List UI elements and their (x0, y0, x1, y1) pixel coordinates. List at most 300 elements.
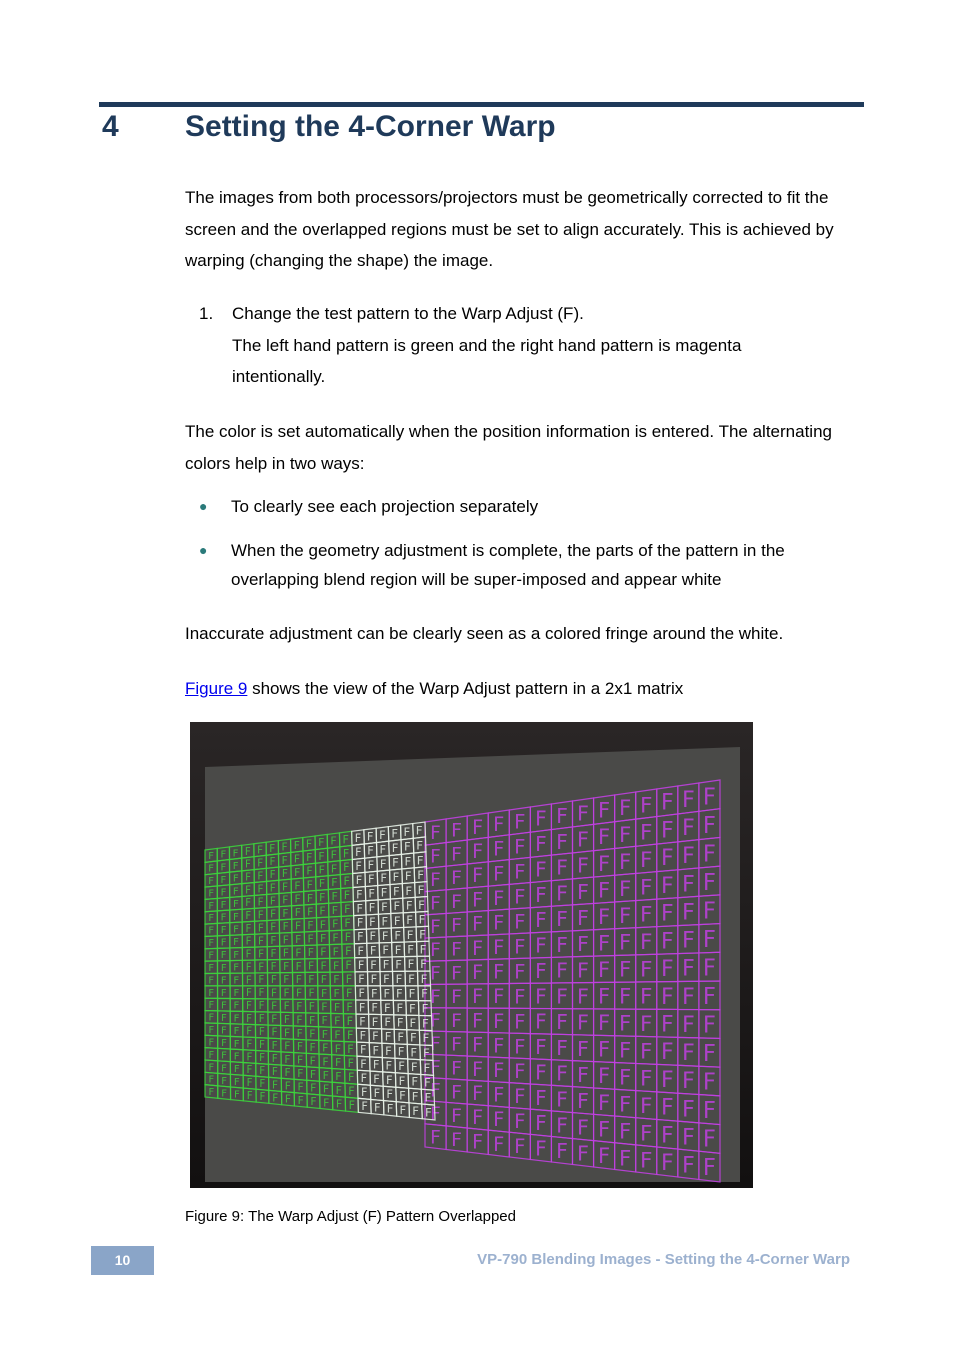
grid-glyph: F (319, 904, 326, 918)
grid-glyph: F (619, 1038, 632, 1064)
grid-glyph: F (356, 916, 364, 930)
grid-glyph: F (369, 943, 377, 958)
grid-glyph: F (660, 957, 674, 983)
grid-glyph: F (411, 1089, 419, 1104)
grid-glyph: F (577, 958, 590, 983)
grid-glyph: F (258, 1026, 265, 1039)
grid-glyph: F (619, 849, 632, 875)
grid-glyph: F (383, 986, 391, 1001)
step-text (232, 298, 832, 393)
grid-glyph: F (619, 1092, 632, 1118)
step-line-1: Change the test pattern to the Warp Adjust (F). (232, 304, 584, 323)
grid-glyph: F (232, 848, 239, 860)
grid-glyph: F (333, 986, 340, 1000)
grid-glyph: F (245, 885, 252, 897)
grid-glyph: F (598, 1063, 611, 1089)
grid-glyph: F (322, 1082, 330, 1096)
grid-glyph: F (535, 806, 547, 831)
grid-glyph: F (493, 1083, 505, 1107)
grid-glyph: F (702, 1012, 716, 1039)
inaccurate-note-paragraph: Inaccurate adjustment can be clearly seen as a colored fringe around the white. (185, 624, 784, 643)
grid-glyph: F (270, 934, 277, 947)
grid-glyph: F (271, 1026, 278, 1039)
figure-9-link[interactable]: Figure 9 (185, 679, 248, 698)
grid-glyph: F (220, 950, 227, 962)
grid-glyph: F (245, 911, 252, 923)
grid-glyph: F (330, 848, 337, 862)
grid-glyph: F (347, 1042, 354, 1056)
intro-paragraph: The images from both processors/projectors must be geometrically corrected to fit the screen and the overlapped regions must be set to align accurately. This is achieved by warping (changing the shape) the image. (185, 188, 834, 270)
grid-glyph: F (282, 881, 289, 894)
grid-glyph: F (346, 1001, 353, 1015)
grid-glyph: F (451, 890, 463, 913)
grid-glyph: F (271, 1013, 278, 1026)
grid-glyph: F (681, 955, 695, 982)
grid-glyph: F (233, 1000, 240, 1012)
grid-glyph: F (245, 923, 252, 935)
grid-glyph: F (493, 936, 505, 960)
grid-glyph: F (358, 987, 365, 1001)
grid-glyph: F (418, 912, 426, 927)
grid-glyph: F (514, 860, 526, 884)
step-number: 1. (199, 304, 214, 323)
grid-glyph: F (295, 973, 302, 987)
grid-glyph: F (368, 886, 375, 901)
grid-glyph: F (577, 1089, 590, 1114)
grid-glyph: F (556, 1010, 568, 1035)
grid-glyph: F (245, 949, 252, 961)
grid-glyph: F (681, 786, 695, 813)
grid-glyph: F (577, 827, 590, 852)
grid-glyph: F (472, 1033, 484, 1057)
grid-glyph: F (334, 1014, 341, 1028)
grid-glyph: F (355, 860, 362, 874)
grid-glyph: F (409, 1030, 417, 1045)
grid-glyph: F (660, 1123, 674, 1149)
grid-glyph: F (342, 833, 349, 847)
grid-glyph: F (556, 1139, 568, 1164)
grid-glyph: F (451, 843, 463, 866)
grid-glyph: F (257, 909, 264, 922)
grid-glyph: F (258, 974, 265, 987)
grid-glyph: F (307, 905, 314, 919)
grid-glyph: F (233, 1064, 240, 1076)
grid-glyph: F (396, 1001, 404, 1016)
chapter-title: Setting the 4-Corner Warp (185, 110, 556, 143)
grid-glyph: F (660, 873, 674, 899)
grid-glyph: F (451, 1057, 463, 1080)
grid-glyph: F (269, 842, 276, 855)
grid-glyph: F (577, 853, 590, 878)
grid-glyph: F (208, 950, 215, 962)
grid-glyph: F (416, 853, 424, 868)
grid-glyph: F (535, 857, 547, 882)
grid-glyph: F (493, 985, 505, 1009)
grid-glyph: F (295, 932, 302, 946)
grid-glyph: F (430, 1127, 441, 1149)
grid-glyph: F (399, 1088, 406, 1103)
grid-glyph: F (306, 851, 313, 865)
grid-glyph: F (258, 1000, 265, 1013)
grid-glyph: F (306, 891, 314, 905)
grid-glyph: F (681, 927, 695, 954)
grid-glyph: F (334, 1056, 342, 1070)
grid-glyph: F (234, 1089, 240, 1101)
grid-glyph: F (577, 801, 590, 826)
chapter-number: 4 (102, 110, 119, 143)
grid-glyph: F (310, 1081, 317, 1095)
grid-glyph: F (681, 843, 695, 870)
grid-glyph: F (681, 1068, 695, 1095)
grid-glyph: F (233, 1026, 240, 1038)
grid-glyph: F (369, 929, 377, 944)
grid-glyph: F (293, 852, 301, 866)
grid-glyph: F (308, 1013, 316, 1027)
grid-glyph: F (233, 1013, 240, 1025)
grid-glyph: F (208, 1074, 215, 1086)
grid-glyph: F (294, 906, 301, 920)
grid-glyph: F (535, 1136, 547, 1161)
grid-glyph: F (598, 983, 611, 1009)
grid-glyph: F (369, 914, 376, 929)
grid-glyph: F (451, 1009, 463, 1032)
grid-glyph: F (306, 864, 313, 878)
grid-glyph: F (208, 1049, 215, 1061)
grid-glyph: F (244, 846, 251, 858)
grid-glyph: F (702, 926, 716, 953)
grid-glyph: F (284, 1093, 292, 1106)
grid-glyph: F (556, 829, 568, 854)
grid-glyph: F (391, 826, 398, 841)
grid-glyph: F (360, 1086, 368, 1100)
grid-glyph: F (257, 922, 264, 935)
grid-glyph: F (305, 837, 313, 851)
grid-glyph: F (406, 927, 414, 942)
grid-glyph: F (208, 987, 215, 999)
grid-glyph: F (577, 1141, 590, 1166)
grid-glyph: F (282, 934, 289, 947)
grid-glyph: F (295, 946, 302, 960)
grid-glyph: F (379, 856, 387, 871)
grid-glyph: F (368, 872, 375, 887)
grid-glyph: F (331, 903, 339, 917)
grid-glyph: F (493, 960, 505, 984)
grid-glyph: F (535, 1111, 547, 1136)
grid-glyph: F (270, 961, 277, 974)
warp-pattern-illustration (190, 722, 753, 1188)
grid-glyph: F (598, 797, 611, 823)
grid-glyph: F (472, 864, 484, 888)
bullet-text: When the geometry adjustment is complete, the parts of the pattern in the overlapping blend region will be super-imposed and appear white (231, 541, 785, 589)
grid-glyph: F (220, 937, 227, 949)
grid-glyph: F (556, 1061, 568, 1086)
grid-glyph: F (208, 925, 215, 937)
grid-glyph: F (359, 1015, 366, 1029)
grid-glyph: F (358, 1001, 366, 1015)
grid-glyph: F (308, 1000, 315, 1014)
grid-glyph: F (535, 958, 547, 983)
grid-glyph: F (232, 899, 239, 911)
grid-glyph: F (422, 1031, 430, 1046)
grid-glyph: F (334, 1042, 342, 1056)
step-line-2: The left hand pattern is green and the right hand pattern is magenta intentionally. (232, 335, 742, 386)
grid-glyph: F (472, 912, 484, 936)
grid-glyph: F (371, 1000, 378, 1015)
grid-glyph: F (702, 841, 716, 868)
grid-glyph: F (322, 1041, 329, 1055)
grid-glyph: F (384, 1029, 392, 1044)
grid-glyph: F (246, 1000, 252, 1012)
grid-glyph: F (619, 1146, 632, 1172)
grid-glyph: F (598, 957, 611, 983)
grid-glyph: F (294, 919, 302, 933)
grid-glyph: F (220, 962, 227, 974)
grid-glyph: F (335, 1097, 343, 1111)
grid-glyph: F (405, 898, 413, 913)
grid-glyph: F (321, 986, 328, 1000)
grid-glyph: F (373, 1086, 381, 1101)
grid-glyph: F (245, 962, 252, 974)
grid-glyph: F (220, 899, 227, 911)
grid-glyph: F (360, 1057, 367, 1071)
grid-glyph: F (514, 985, 526, 1009)
page-number: 10 (114, 1252, 131, 1268)
grid-glyph: F (258, 961, 265, 974)
grid-glyph: F (232, 873, 239, 885)
grid-glyph: F (514, 910, 526, 934)
grid-glyph: F (322, 1068, 329, 1082)
grid-glyph: F (472, 1081, 484, 1105)
grid-glyph: F (281, 868, 288, 881)
grid-glyph: F (423, 1046, 430, 1061)
grid-glyph: F (208, 1025, 215, 1037)
grid-glyph: F (514, 1060, 526, 1084)
grid-glyph: F (514, 1035, 526, 1059)
grid-glyph: F (577, 879, 590, 904)
grid-glyph: F (408, 986, 416, 1001)
grid-glyph: F (296, 1026, 303, 1040)
grid-glyph: F (393, 899, 401, 914)
grid-glyph: F (385, 1044, 392, 1059)
grid-glyph: F (660, 818, 674, 844)
grid-glyph: F (318, 849, 325, 863)
grid-glyph: F (208, 913, 215, 925)
grid-glyph: F (418, 897, 425, 912)
grid-glyph: F (407, 957, 415, 972)
grid-glyph: F (309, 1027, 316, 1041)
grid-glyph: F (294, 865, 301, 879)
grid-glyph: F (246, 1052, 253, 1064)
grid-glyph: F (384, 1015, 391, 1030)
grid-glyph: F (283, 1000, 290, 1013)
grid-glyph: F (404, 869, 412, 884)
grid-glyph: F (421, 986, 428, 1001)
grid-glyph: F (208, 851, 214, 863)
grid-glyph: F (430, 1057, 441, 1079)
grid-glyph: F (344, 931, 352, 945)
grid-glyph: F (333, 973, 340, 987)
grid-glyph: F (420, 957, 427, 972)
grid-glyph: F (430, 1080, 441, 1102)
grid-glyph: F (660, 1067, 674, 1093)
grid-glyph: F (422, 1016, 429, 1031)
grid-glyph: F (331, 876, 338, 890)
grid-glyph: F (323, 1096, 330, 1110)
grid-glyph: F (346, 1015, 354, 1029)
grid-glyph: F (472, 960, 484, 984)
grid-glyph: F (357, 944, 364, 958)
grid-glyph: F (257, 896, 264, 909)
grid-glyph: F (233, 1051, 240, 1063)
grid-glyph: F (370, 972, 378, 987)
grid-glyph: F (296, 1013, 303, 1027)
grid-glyph: F (407, 942, 414, 957)
grid-glyph: F (233, 937, 239, 949)
grid-glyph: F (345, 973, 353, 987)
grid-glyph: F (320, 973, 328, 987)
grid-glyph: F (344, 903, 351, 917)
grid-glyph: F (379, 842, 387, 857)
grid-glyph: F (259, 1091, 266, 1104)
grid-glyph: F (269, 895, 276, 908)
grid-glyph: F (332, 917, 339, 931)
grid-glyph: F (660, 790, 674, 816)
grid-glyph: F (556, 984, 568, 1009)
grid-glyph: F (221, 1025, 227, 1037)
grid-glyph: F (309, 1068, 317, 1082)
grid-glyph: F (385, 1058, 393, 1073)
grid-glyph: F (308, 959, 315, 973)
grid-glyph: F (321, 1000, 328, 1014)
grid-glyph: F (245, 975, 252, 987)
grid-glyph: F (272, 1079, 279, 1092)
grid-glyph: F (372, 1029, 379, 1044)
grid-glyph: F (391, 841, 399, 856)
grid-glyph: F (423, 1060, 431, 1075)
grid-glyph: F (598, 850, 611, 876)
grid-glyph: F (577, 906, 590, 931)
grid-glyph: F (220, 912, 227, 924)
grid-glyph: F (372, 1057, 380, 1072)
grid-glyph: F (270, 974, 277, 987)
grid-glyph: F (681, 1040, 695, 1067)
grid-glyph: F (535, 1009, 547, 1034)
grid-glyph: F (392, 855, 399, 870)
grid-glyph: F (395, 971, 403, 986)
grid-glyph: F (333, 1000, 341, 1014)
grid-glyph: F (535, 1060, 547, 1085)
grid-glyph: F (270, 987, 277, 1000)
grid-glyph: F (296, 1040, 303, 1054)
grid-glyph: F (246, 1065, 253, 1077)
grid-glyph: F (354, 831, 362, 845)
grid-glyph: F (419, 927, 426, 942)
grid-glyph: F (359, 1043, 367, 1057)
grid-glyph: F (640, 820, 653, 846)
grid-glyph: F (535, 984, 547, 1009)
grid-glyph: F (282, 921, 289, 934)
grid-glyph: F (259, 1065, 266, 1078)
grid-glyph: F (419, 942, 427, 957)
grid-glyph: F (269, 869, 276, 882)
grid-glyph: F (233, 949, 240, 961)
grid-glyph: F (246, 1078, 253, 1090)
grid-glyph: F (233, 1076, 240, 1088)
bullet-text: To clearly see each projection separately (231, 497, 539, 516)
grid-glyph: F (660, 901, 674, 927)
grid-glyph: F (556, 855, 568, 880)
grid-glyph: F (319, 918, 326, 932)
grid-glyph: F (640, 1039, 653, 1065)
grid-glyph: F (640, 930, 653, 956)
grid-glyph: F (208, 875, 214, 887)
grid-glyph: F (246, 1090, 253, 1102)
grid-glyph: F (451, 1105, 463, 1128)
grid-glyph: F (318, 836, 325, 850)
grid-glyph: F (332, 959, 340, 973)
grid-glyph: F (535, 1085, 547, 1110)
grid-glyph: F (430, 1033, 441, 1055)
grid-glyph: F (220, 874, 227, 886)
grid-glyph: F (309, 1040, 316, 1054)
grid-glyph: F (320, 945, 327, 959)
grid-glyph: F (619, 795, 632, 821)
grid-glyph: F (245, 988, 252, 1000)
grid-glyph: F (598, 903, 611, 929)
grid-glyph: F (424, 1105, 432, 1120)
grid-glyph: F (367, 843, 374, 858)
grid-glyph: F (220, 975, 227, 987)
grid-glyph: F (514, 1135, 526, 1159)
grid-glyph: F (385, 1072, 393, 1087)
grid-glyph: F (681, 1152, 695, 1179)
grid-glyph: F (343, 889, 351, 903)
grid-glyph: F (640, 1066, 653, 1092)
grid-glyph: F (335, 1083, 342, 1097)
grid-glyph: F (208, 1000, 215, 1012)
grid-glyph: F (681, 1096, 695, 1123)
grid-glyph: F (295, 959, 302, 973)
grid-glyph: F (344, 917, 351, 931)
grid-glyph: F (330, 862, 338, 876)
grid-glyph: F (380, 885, 388, 900)
grid-glyph: F (221, 1075, 227, 1087)
grid-glyph: F (283, 974, 290, 987)
grid-glyph: F (619, 822, 632, 848)
grid-glyph: F (318, 877, 326, 891)
grid-glyph: F (297, 1067, 304, 1081)
grid-glyph: F (368, 900, 376, 915)
grid-glyph: F (208, 863, 214, 875)
grid-glyph: F (359, 1029, 367, 1043)
grid-glyph: F (619, 1011, 632, 1037)
grid-glyph: F (598, 877, 611, 903)
grid-glyph: F (396, 986, 403, 1001)
grid-glyph: F (408, 971, 415, 986)
grid-glyph: F (415, 823, 423, 838)
grid-glyph: F (660, 1151, 674, 1177)
grid-glyph: F (208, 1037, 215, 1049)
grid-glyph: F (430, 987, 441, 1009)
grid-glyph: F (343, 875, 350, 889)
grid-glyph: F (246, 1013, 253, 1025)
grid-glyph: F (681, 815, 695, 842)
grid-glyph: F (233, 975, 240, 987)
grid-glyph: F (430, 1010, 441, 1032)
grid-glyph: F (257, 857, 264, 870)
grid-glyph: F (535, 832, 547, 857)
grid-glyph: F (321, 1014, 328, 1028)
